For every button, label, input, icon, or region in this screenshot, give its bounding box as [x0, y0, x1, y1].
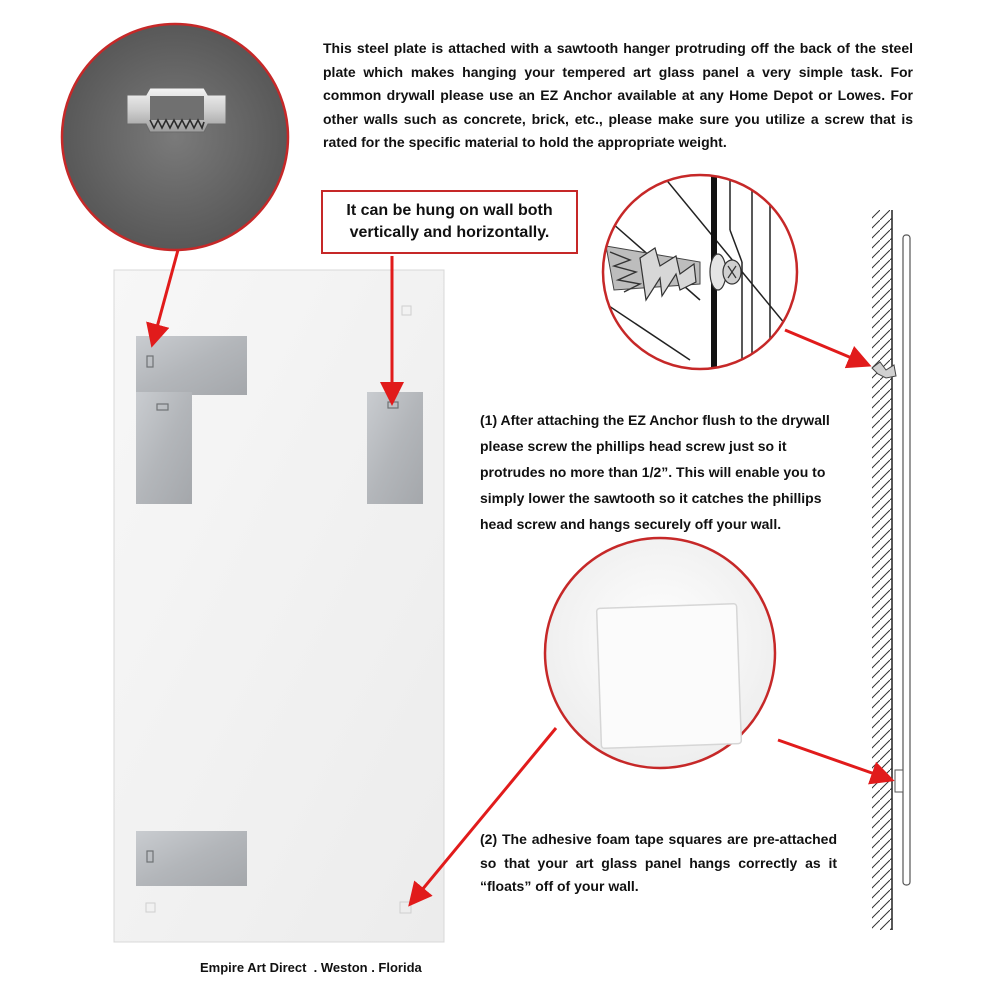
company-footer: Empire Art Direct . Weston . Florida [200, 960, 422, 975]
steel-plate-top-right [367, 392, 423, 504]
foam-tape-square-icon [597, 604, 742, 749]
wall-hatch-icon [872, 210, 892, 930]
intro-description: This steel plate is attached with a sawtooth hanger protruding off the back of the steel plate which makes hanging your tempered art glass panel a very simple task. For common drywall please use an EZ Anchor available at any Home Depot or Lowes. For other walls such as concrete, brick, etc., please make sure you utilize a screw that is rated for the specific material to hold the appropriate weight. [323, 40, 913, 150]
foam-tape-zoom [545, 538, 775, 768]
steel-plate-top-left-vertical [136, 392, 192, 504]
orientation-callout-text: It can be hung on wall both vertically and horizontally. [346, 202, 553, 241]
step-1-ez-anchor-instructions: (1) After attaching the EZ Anchor flush to the drywall please screw the phillips head screw just so it protrudes no more than 1/2”. This will enable you to simply lower the sawtooth so it catches the phillips head screw and hangs securely off your wall. [480, 412, 830, 532]
sawtooth-hanger-zoom [62, 24, 288, 250]
ez-anchor-zoom [580, 160, 797, 380]
arrow-anchor-to-wall [785, 330, 866, 364]
orientation-callout-box [321, 190, 578, 254]
step-2-foam-tape-instructions: (2) The adhesive foam tape squares are pre-attached so that your art glass panel hangs correctly as it “floats” off of your wall. [480, 831, 837, 894]
wall-side-view [872, 210, 910, 930]
